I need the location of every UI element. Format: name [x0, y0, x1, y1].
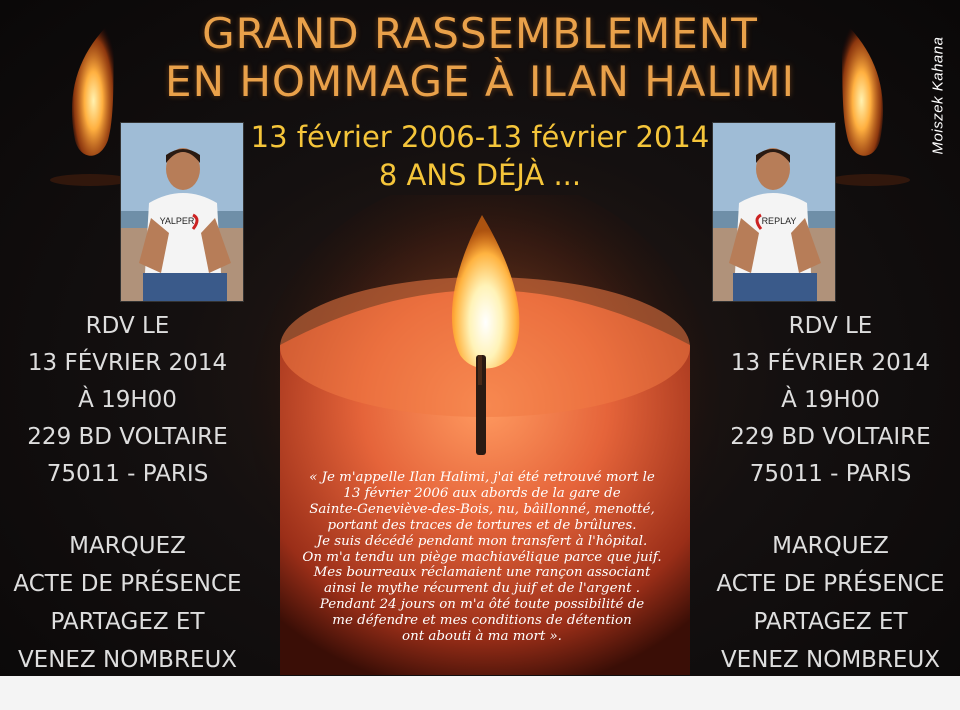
- meeting-details: [0, 308, 255, 493]
- portrait-photo-right: [712, 122, 836, 302]
- date-range: 13 février 2006-13 février 2014: [250, 120, 710, 154]
- call-line: VENEZ NOMBREUX: [720, 647, 941, 673]
- quote-line: « Je m'appelle Ilan Halimi, j'ai été retrouvé mort le: [309, 470, 655, 485]
- flame-icon: [20, 10, 130, 190]
- portrait-illustration: [713, 123, 835, 301]
- call-line: MARQUEZ: [69, 533, 186, 559]
- quote-line: 13 février 2006 aux abords de la gare de: [343, 485, 621, 501]
- years-subtitle: 8 ANS DÉJÀ ...: [378, 158, 582, 192]
- rdv-city: 75011 - PARIS: [46, 461, 209, 487]
- quote-line: On m'a tendu un piège machiavélique parce que juif.: [302, 549, 662, 565]
- quote-line: ainsi le mythe récurrent du juif et de l'argent .: [323, 581, 641, 597]
- rdv-line: RDV LE: [788, 313, 873, 339]
- quote-line: Pendant 24 jours on m'a ôté toute possibilité de: [319, 597, 645, 613]
- headline-line-2: EN HOMMAGE À ILAN HALIMI: [165, 57, 795, 106]
- call-line: PARTAGEZ ET: [50, 609, 205, 635]
- rdv-time: À 19H00: [78, 387, 177, 413]
- call-line: MARQUEZ: [772, 533, 889, 559]
- call-line: VENEZ NOMBREUX: [17, 647, 238, 673]
- quote-line: Je suis décédé pendant mon transfert à l'hôpital.: [316, 533, 648, 549]
- portrait-illustration: [121, 123, 243, 301]
- headline-line-1: GRAND RASSEMBLEMENT: [202, 9, 758, 58]
- rdv-date: 13 FÉVRIER 2014: [730, 350, 931, 376]
- quote-line: me défendre et mes conditions de détention: [332, 613, 632, 629]
- memorial-quote: [262, 470, 702, 645]
- quote-line: ont abouti à ma mort ».: [402, 629, 562, 645]
- shirt-text: YALPER: [159, 216, 195, 226]
- shirt-text: REPLAY: [761, 216, 797, 226]
- call-line: PARTAGEZ ET: [753, 609, 908, 635]
- rdv-line: RDV LE: [85, 313, 170, 339]
- rdv-city: 75011 - PARIS: [749, 461, 912, 487]
- quote-line: Sainte-Geneviève-des-Bois, nu, bâillonné, menotté,: [309, 501, 655, 517]
- credit-text: Moiszek Kahana: [929, 36, 947, 154]
- call-line: ACTE DE PRÉSENCE: [716, 571, 945, 597]
- photographer-credit: [918, 0, 958, 190]
- bottom-margin: [0, 676, 960, 710]
- rdv-address: 229 BD VOLTAIRE: [730, 424, 931, 450]
- meeting-details: [703, 308, 958, 493]
- rdv-address: 229 BD VOLTAIRE: [27, 424, 228, 450]
- call-to-action: [703, 527, 958, 676]
- call-to-action: [0, 527, 255, 676]
- call-line: ACTE DE PRÉSENCE: [13, 571, 242, 597]
- quote-line: Mes bourreaux réclamaient une rançon associant: [313, 565, 651, 581]
- quote-line: portant des traces de tortures et de brûlures.: [327, 517, 637, 533]
- portrait-photo-left: [120, 122, 244, 302]
- rdv-time: À 19H00: [781, 387, 880, 413]
- rdv-date: 13 FÉVRIER 2014: [27, 350, 228, 376]
